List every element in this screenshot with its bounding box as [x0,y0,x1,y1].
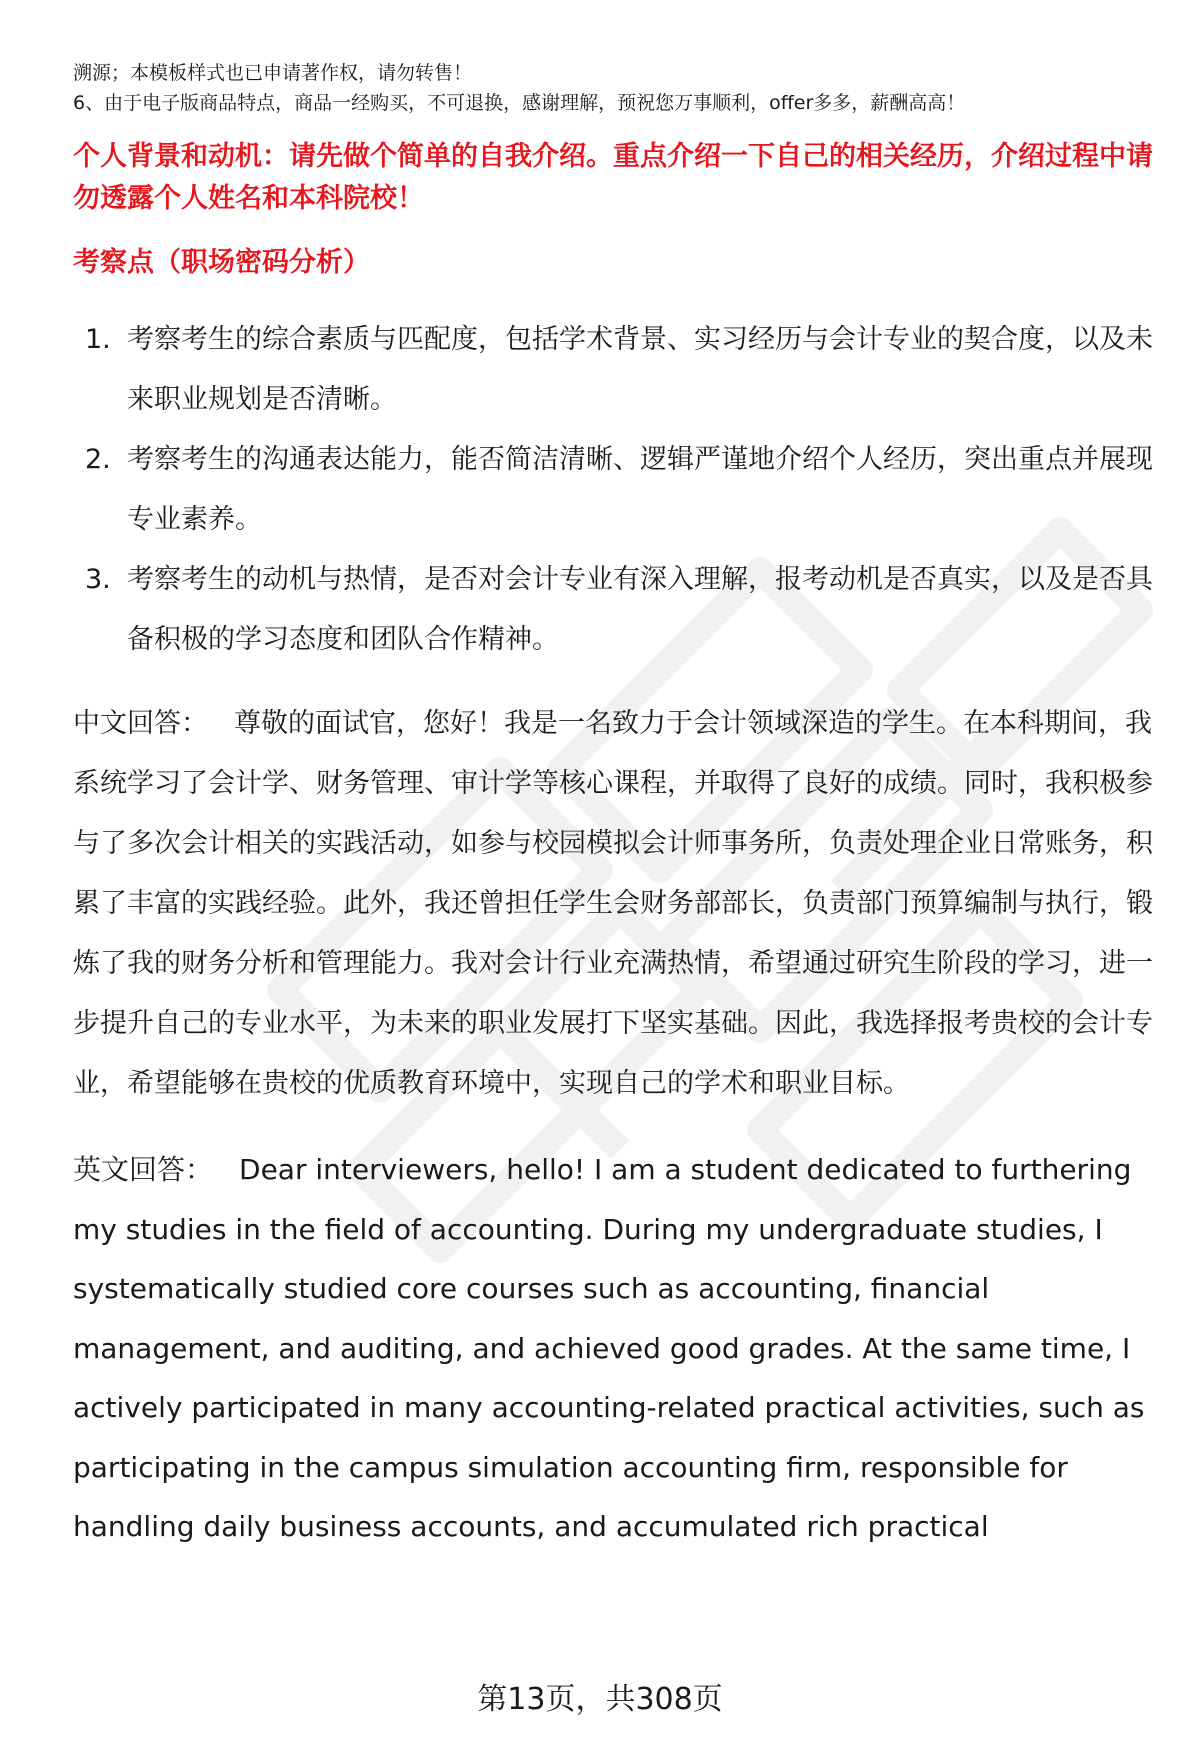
question-heading: 个人背景和动机：请先做个简单的自我介绍。重点介绍一下自己的相关经历，介绍过程中请勿透露个人姓名和本科院校！ [73,141,1153,214]
english-answer [73,1140,1163,1557]
list-number: 1. [85,324,111,355]
points-list [73,310,1163,670]
chinese-answer-label: 中文回答： [73,708,208,739]
list-item-text: 考察考生的动机与热情，是否对会计专业有深入理解，报考动机是否真实，以及是否具备积极的学习态度和团队合作精神。 [127,564,1153,655]
list-item-text: 考察考生的综合素质与匹配度，包括学术背景、实习经历与会计专业的契合度，以及未来职业规划是否清晰。 [127,324,1153,415]
list-item [73,430,1163,550]
notice-block [73,58,1163,118]
english-answer-text: Dear interviewers, hello! I am a student dedicated to furthering my studies in the field of accounting. During my undergraduate studies, I systematically studied core courses such as accounting, financial management, and auditing, and achieved good grades. At the same time, I actively participated in many accounting-related practical activities, such as participating in the campus simulation accounting firm, responsible for handling daily business accounts, and accumulated rich practical [73,1153,1145,1543]
notice-line-2: 6、由于电子版商品特点，商品一经购买，不可退换，感谢理解，预祝您万事顺利，offer多多，薪酬高高！ [73,92,966,114]
chinese-answer [73,694,1163,1114]
list-item [73,550,1163,670]
page-number: 第13页，共308页 [477,1682,723,1717]
english-answer-label: 英文回答： [73,1153,214,1186]
document-page [73,58,1163,1557]
chinese-answer-text: 尊敬的面试官，您好！我是一名致力于会计领域深造的学生。在本科期间，我系统学习了会计学、财务管理、审计学等核心课程，并取得了良好的成绩。同时，我积极参与了多次会计相关的实践活动，如参与校园模拟会计师事务所，负责处理企业日常账务，积累了丰富的实践经验。此外，我还曾担任学生会财务部部长，负责部门预算编制与执行，锻炼了我的财务分析和管理能力。我对会计行业充满热情，希望通过研究生阶段的学习，进一步提升自己的专业水平，为未来的职业发展打下坚实基础。因此，我选择报考贵校的会计专业，希望能够在贵校的优质教育环境中，实现自己的学术和职业目标。 [73,708,1153,1099]
list-number: 2. [85,444,111,475]
list-item-text: 考察考生的沟通表达能力，能否简洁清晰、逻辑严谨地介绍个人经历，突出重点并展现专业素养。 [127,444,1153,535]
notice-line-1: 溯源；本模板样式也已申请著作权，请勿转售！ [73,62,473,84]
list-number: 3. [85,564,111,595]
points-title: 考察点（职场密码分析） [73,247,370,278]
list-item [73,310,1163,430]
